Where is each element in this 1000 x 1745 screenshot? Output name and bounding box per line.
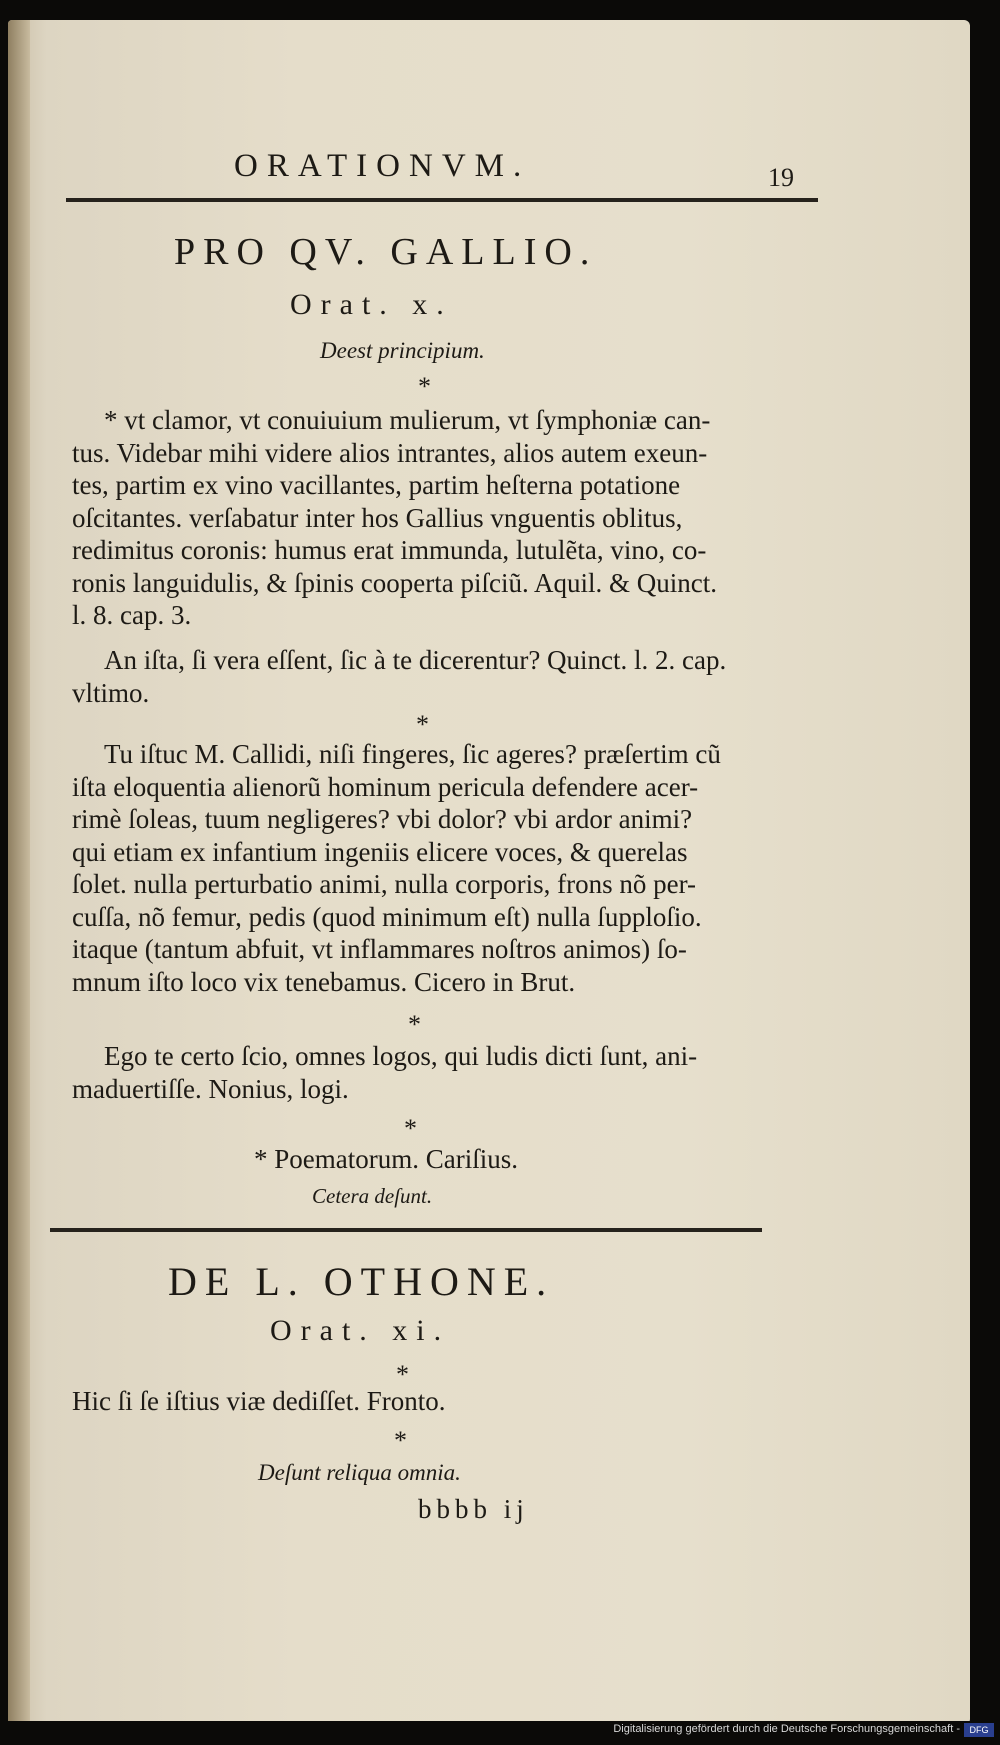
section-divider-rule — [50, 1228, 762, 1232]
asterisk-divider: * — [404, 1114, 417, 1143]
closing-note: Cetera deſunt. — [312, 1184, 433, 1208]
text-line: qui etiam ex infantium ingeniis elicere voces, & querelas — [72, 836, 688, 867]
section-title-gallio: PRO QV. GALLIO. — [174, 231, 598, 273]
digitization-footer — [0, 1721, 1000, 1741]
signature-mark: bbbb ij — [418, 1494, 529, 1524]
paragraph-fragment-2 — [72, 644, 802, 709]
running-title: ORATIONVM. — [234, 148, 531, 184]
asterisk-divider: * — [408, 1010, 421, 1039]
text-line: redimitus coronis: humus erat immunda, lutulẽta, vino, co- — [72, 535, 707, 565]
text-line: iſta eloquentia alienorũ hominum pericula defendere acer- — [72, 771, 699, 802]
oration-number-x: Orat. x. — [290, 288, 453, 321]
paragraph-fragment-5: * Poematorum. Cariſius. — [254, 1144, 518, 1174]
footer-credit: Digitalisierung gefördert durch die Deutsche Forschungsgemeinschaft - — [613, 1723, 960, 1735]
paragraph-fragment-4 — [72, 1040, 802, 1105]
header-rule — [66, 198, 818, 202]
asterisk-divider: * — [396, 1360, 409, 1389]
asterisk-divider: * — [418, 372, 431, 401]
text-line: tus. Videbar mihi videre alios intrantes, alios autem exeun- — [72, 437, 708, 468]
text-line: tes, partim ex vino vacillantes, partim heſterna potatione — [72, 470, 681, 500]
page-spine-shadow — [8, 20, 30, 1725]
book-page — [8, 20, 970, 1725]
paragraph-fragment-1 — [72, 404, 802, 632]
text-line: ronis languidulis, & ſpinis cooperta piſciũ. Aquil. & Quinct. — [72, 567, 717, 598]
text-line: Ego te certo ſcio, omnes logos, qui ludis dicti ſunt, ani- — [104, 1041, 698, 1071]
text-line: vltimo. — [72, 677, 150, 708]
text-line: ſolet. nulla perturbatio animi, nulla corporis, frons nõ per- — [72, 869, 697, 899]
fragment-line-othone: Hic ſi ſe iſtius viæ dediſſet. Fronto. — [72, 1386, 446, 1416]
text-line: mnum iſto loco vix tenebamus. Cicero in Brut. — [72, 966, 576, 997]
text-line: maduertiſſe. Nonius, logi. — [72, 1073, 349, 1104]
ending-note: Deſunt reliqua omnia. — [258, 1460, 461, 1485]
text-line: An iſta, ſi vera eſſent, ſic à te dicerentur? Quinct. l. 2. cap. — [104, 645, 727, 675]
text-line: Tu iſtuc M. Callidi, niſi fingeres, ſic ageres? præſertim cũ — [104, 739, 721, 769]
text-line: cuſſa, nõ femur, pedis (quod minimum eſt) nulla ſupploſio. — [72, 901, 702, 932]
text-line: itaque (tantum abfuit, vt inflammares noſtros animos) ſo- — [72, 934, 687, 964]
oration-number-xi: Orat. xi. — [270, 1314, 451, 1347]
page-number: 19 — [768, 163, 794, 192]
text-line: * vt clamor, vt conuiuium mulierum, vt ſymphoniæ can- — [104, 405, 711, 435]
asterisk-divider: * — [416, 710, 429, 739]
text-line: oſcitantes. verſabatur inter hos Gallius vnguentis oblitus, — [72, 502, 683, 533]
paragraph-fragment-3 — [72, 738, 802, 998]
lacuna-note: Deest principium. — [320, 338, 485, 363]
asterisk-divider: * — [394, 1426, 407, 1455]
dfg-logo: DFG — [964, 1723, 994, 1737]
text-line: rimè ſoleas, tuum negligeres? vbi dolor? vbi ardor animi? — [72, 804, 693, 834]
text-line: l. 8. cap. 3. — [72, 600, 192, 630]
section-title-othone: DE L. OTHONE. — [168, 1259, 555, 1304]
